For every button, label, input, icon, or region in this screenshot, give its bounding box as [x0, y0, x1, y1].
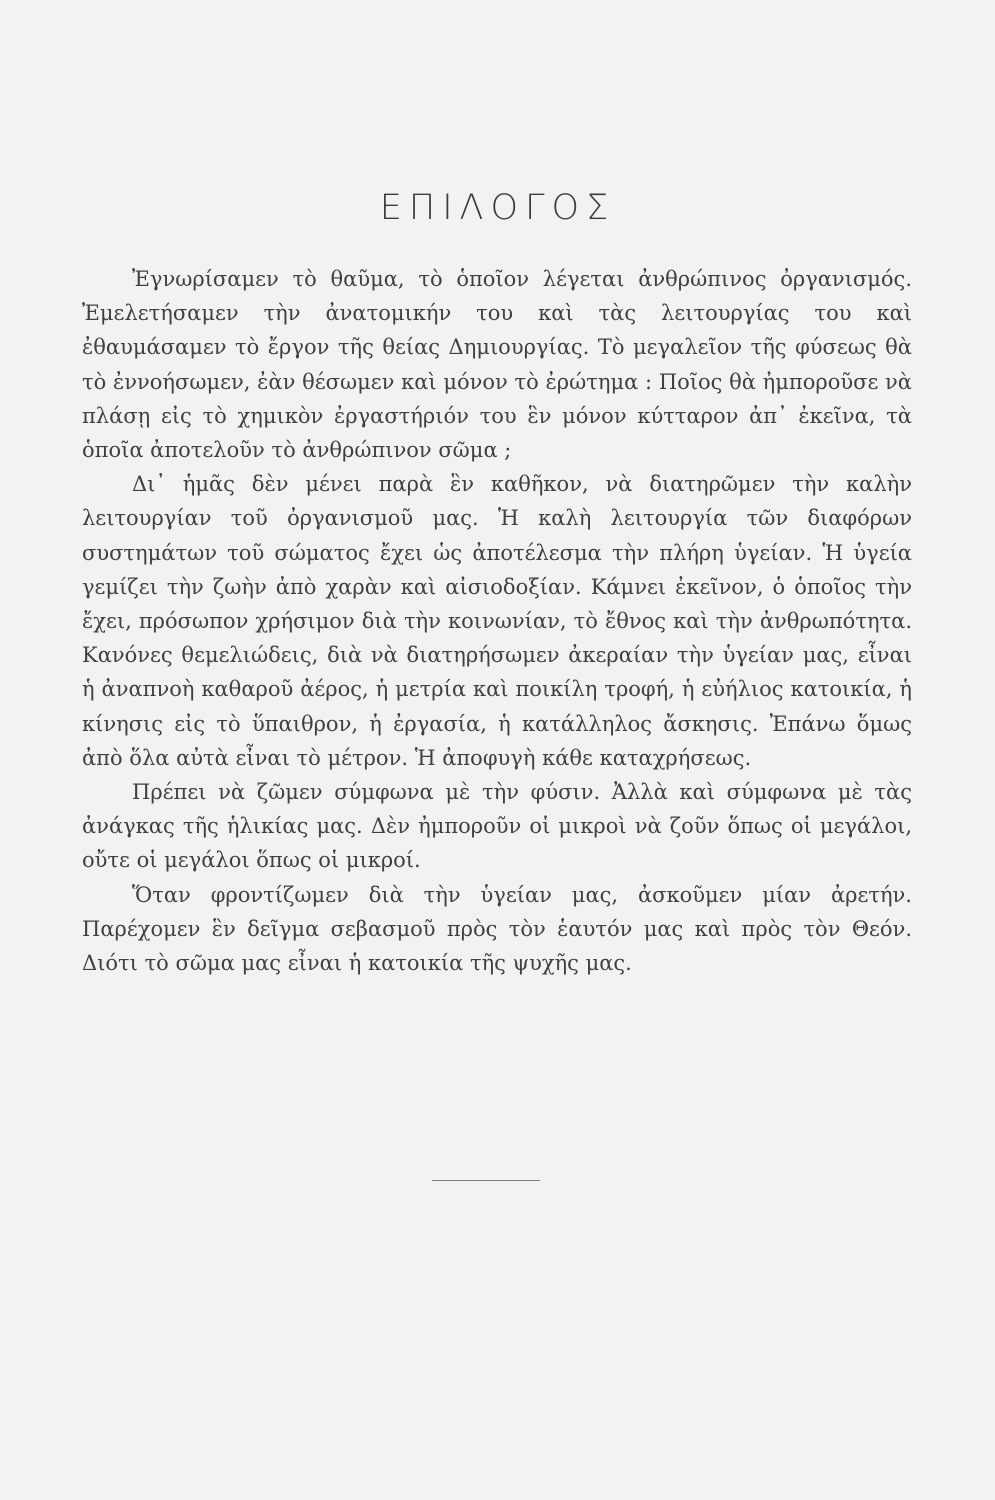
end-divider: [432, 1180, 540, 1181]
paragraph-4: Ὅταν φροντίζωμεν διὰ τὴν ὑγείαν μας, ἀσκοῦμεν μίαν ἀρετήν. Παρέχομεν ἓν δεῖγμα σεβασμοῦ πρὸς τὸν ἑαυτόν μας καὶ πρὸς τὸν Θεόν. Διότι τὸ σῶμα μας εἶναι ἡ κατοικία τῆς ψυχῆς μας.: [82, 882, 912, 976]
epilogue-body: [82, 262, 912, 980]
paragraph-3: Πρέπει νὰ ζῶμεν σύμφωνα μὲ τὴν φύσιν. Ἀλλὰ καὶ σύμφωνα μὲ τὰς ἀνάγκας τῆς ἡλικίας μας. Δὲν ἠμποροῦν οἱ μικροὶ νὰ ζοῦν ὅπως οἱ μεγάλοι, οὔτε οἱ μεγάλοι ὅπως οἱ μικροί.: [82, 780, 912, 873]
paragraph-1: Ἐγνωρίσαμεν τὸ θαῦμα, τὸ ὁποῖον λέγεται ἀνθρώπινος ὀργανισμός. Ἐμελετήσαμεν τὴν ἀνατομικήν του καὶ τὰς λειτουργίας του καὶ ἐθαυμάσαμεν τὸ ἔργον τῆς θείας Δημιουργίας. Τὸ μεγαλεῖον τῆς φύσεως θὰ τὸ ἐννοήσωμεν, ἐὰν θέσωμεν καὶ μόνον τὸ ἐρώτημα : Ποῖος θὰ ἠμποροῦσε νὰ πλάσῃ εἰς τὸ χημικὸν ἐργαστήριόν του ἓν μόνον κύτταρον ἀπ᾽ ἐκεῖνα, τὰ ὁποῖα ἀποτελοῦν τὸ ἀνθρώπινον σῶμα ;: [82, 267, 912, 463]
paragraph-2: Δι᾽ ἡμᾶς δὲν μένει παρὰ ἓν καθῆκον, νὰ διατηρῶμεν τὴν καλὴν λειτουργίαν τοῦ ὀργανισμοῦ μας. Ἡ καλὴ λειτουργία τῶν διαφόρων συστημάτων τοῦ σώματος ἔχει ὡς ἀποτέλεσμα τὴν πλήρη ὑγείαν. Ἡ ὑγεία γεμίζει τὴν ζωὴν ἀπὸ χαρὰν καὶ αἰσιοδοξίαν. Κάμνει ἐκεῖνον, ὁ ὁποῖος τὴν ἔχει, πρόσωπον χρήσιμον διὰ τὴν κοινωνίαν, τὸ ἔθνος καὶ τὴν ἀνθρωπότητα. Κανόνες θεμελιώδεις, διὰ νὰ διατηρήσωμεν ἀκεραίαν τὴν ὑγείαν μας, εἶναι ἡ ἀναπνοὴ καθαροῦ ἀέρος, ἡ μετρία καὶ ποικίλη τροφή, ἡ εὐήλιος κατοικία, ἡ κίνησις εἰς τὸ ὕπαιθρον, ἡ ἐργασία, ἡ κατάλληλος ἄσκησις. Ἐπάνω ὅμως ἀπὸ ὅλα αὐτὰ εἶναι τὸ μέτρον. Ἡ ἀποφυγὴ κάθε καταχρήσεως.: [82, 472, 912, 770]
chapter-title: ΕΠΙΛΟΓΟΣ: [379, 188, 616, 228]
